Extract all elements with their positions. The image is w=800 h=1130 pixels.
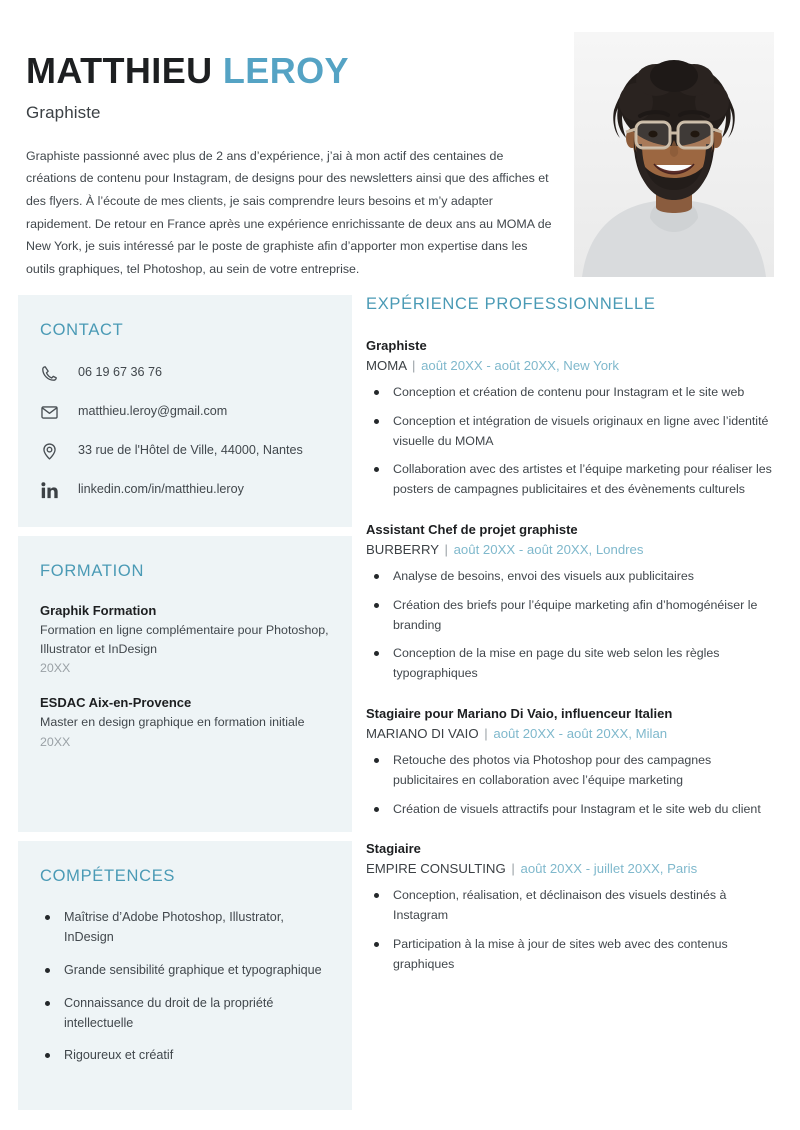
list-item: Création de visuels attractifs pour Instagram et le site web du client xyxy=(366,800,778,820)
experience-dates-location: août 20XX - août 20XX, Londres xyxy=(453,542,644,558)
list-item: Collaboration avec des artistes et l’équipe marketing pour réaliser les posters de campagnes publicitaires et des évènements culturels xyxy=(366,460,778,500)
education-year: 20XX xyxy=(40,734,71,749)
header-job-title: Graphiste xyxy=(26,102,101,122)
experience-company: EMPIRE CONSULTING xyxy=(366,861,506,877)
list-item: Conception et création de contenu pour Instagram et le site web xyxy=(366,383,778,403)
experience-role: Graphiste xyxy=(366,338,427,353)
list-item: Conception et intégration de visuels originaux en ligne avec l’identité visuelle du MOMA xyxy=(366,412,778,452)
contact-linkedin-value: linkedin.com/in/matthieu.leroy xyxy=(78,482,244,497)
experience-section-title: EXPÉRIENCE PROFESSIONNELLE xyxy=(366,295,656,313)
formation-panel xyxy=(18,536,352,832)
contact-email-value: matthieu.leroy@gmail.com xyxy=(78,404,228,419)
experience-entry xyxy=(366,841,778,974)
experience-role: Stagiaire pour Mariano Di Vaio, influenceur Italien xyxy=(366,706,673,722)
education-school: ESDAC Aix-en-Provence xyxy=(40,695,192,711)
avatar xyxy=(574,32,774,277)
contact-item-address[interactable] xyxy=(40,440,330,462)
experience-company: BURBERRY xyxy=(366,542,439,558)
experience-meta xyxy=(366,357,778,375)
meta-separator: | xyxy=(411,358,416,373)
experience-company: MOMA xyxy=(366,358,407,373)
list-item: Retouche des photos via Photoshop pour des campagnes publicitaires en collaboration avec l’équipe marketing xyxy=(366,751,778,791)
skills-list xyxy=(40,908,330,1066)
experience-dates-location: août 20XX - juillet 20XX, Paris xyxy=(520,861,698,877)
experience-dates-location: août 20XX - août 20XX, Milan xyxy=(493,726,668,742)
portrait-illustration xyxy=(574,32,774,277)
skills-panel xyxy=(18,841,352,1110)
first-name: MATTHIEU xyxy=(26,50,213,91)
page-title xyxy=(26,52,556,91)
experience-entry xyxy=(366,522,778,684)
list-item: Grande sensibilité graphique et typographique xyxy=(40,961,330,981)
meta-separator: | xyxy=(444,542,448,558)
formation-section-title: FORMATION xyxy=(40,562,145,580)
contact-item-email[interactable] xyxy=(40,401,330,423)
header-text-block xyxy=(26,52,556,280)
experience-column xyxy=(366,295,778,975)
location-pin-icon xyxy=(40,440,70,462)
contact-phone-value: 06 19 67 36 76 xyxy=(78,365,163,380)
list-item: Participation à la mise à jour de sites web avec des contenus graphiques xyxy=(366,935,778,975)
contact-section-title: CONTACT xyxy=(40,321,124,339)
experience-role: Stagiaire xyxy=(366,841,421,857)
contact-item-linkedin[interactable] xyxy=(40,479,330,501)
envelope-icon xyxy=(40,401,70,423)
list-item: Conception de la mise en page du site web selon les règles typographiques xyxy=(366,644,778,684)
list-item: Rigoureux et créatif xyxy=(40,1046,330,1066)
sidebar xyxy=(18,295,352,1110)
experience-duties xyxy=(366,383,778,500)
list-item: Analyse de besoins, envoi des visuels aux publicitaires xyxy=(366,567,778,587)
contact-item-phone[interactable] xyxy=(40,362,330,384)
education-entry xyxy=(40,603,330,675)
experience-meta xyxy=(366,860,778,878)
experience-meta xyxy=(366,725,778,743)
contact-panel xyxy=(18,295,352,527)
education-school: Graphik Formation xyxy=(40,603,157,618)
experience-entry xyxy=(366,706,778,819)
meta-separator: | xyxy=(511,861,515,877)
meta-separator: | xyxy=(484,726,488,742)
education-description: Master en design graphique en formation initiale xyxy=(40,715,305,730)
list-item: Conception, réalisation, et déclinaison des visuels destinés à Instagram xyxy=(366,886,778,926)
list-item: Maîtrise d’Adobe Photoshop, Illustrator, InDesign xyxy=(40,908,330,948)
experience-duties xyxy=(366,567,778,684)
profile-summary: Graphiste passionné avec plus de 2 ans d’expérience, j’ai à mon actif des centaines de créations de contenu pour Instagram, de designs pour des newsletters ainsi que des affiches et des flyers. À l’écoute de mes clients, je sais comprendre leurs besoins et m’y adapter rapidement. De retour en France après une expérience enrichissante de deux ans au MOMA de New York, je suis intéressé par le poste de graphiste afin d’apporter mon expertise dans les outils graphiques, tel Photoshop, au sein de votre entreprise. xyxy=(26,148,552,276)
experience-role: Assistant Chef de projet graphiste xyxy=(366,522,578,538)
phone-icon xyxy=(40,362,70,384)
last-name: LEROY xyxy=(222,50,349,91)
education-year: 20XX xyxy=(40,661,71,676)
linkedin-icon xyxy=(40,479,70,501)
list-item: Connaissance du droit de la propriété intellectuelle xyxy=(40,994,330,1034)
cv-header xyxy=(0,0,800,290)
experience-company: MARIANO DI VAIO xyxy=(366,726,479,742)
contact-address-value: 33 rue de l'Hôtel de Ville, 44000, Nantes xyxy=(78,443,303,458)
education-description: Formation en ligne complémentaire pour Photoshop, Illustrator et InDesign xyxy=(40,623,329,657)
education-entry xyxy=(40,695,330,748)
experience-dates-location: août 20XX - août 20XX, New York xyxy=(421,358,620,373)
experience-duties xyxy=(366,886,778,974)
experience-meta xyxy=(366,541,778,559)
list-item: Création des briefs pour l’équipe marketing afin d’homogénéiser le branding xyxy=(366,596,778,636)
experience-entry xyxy=(366,338,778,500)
experience-duties xyxy=(366,751,778,820)
skills-section-title: COMPÉTENCES xyxy=(40,867,176,885)
